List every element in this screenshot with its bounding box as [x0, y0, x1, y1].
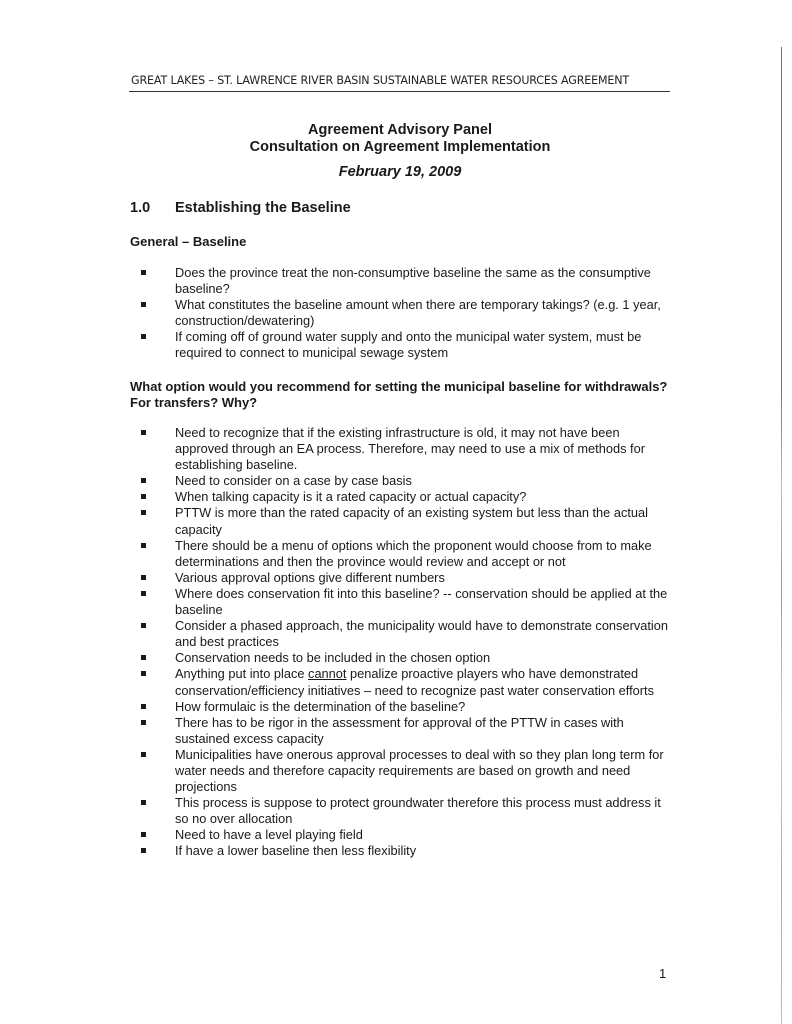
bullet-icon: [141, 334, 146, 339]
bullet-icon: [141, 671, 146, 676]
list-item-text: Conservation needs to be included in the chosen option: [175, 650, 491, 666]
bullet-icon: [141, 543, 146, 548]
general-baseline-heading: General – Baseline: [130, 234, 247, 249]
document-subtitle: Consultation on Agreement Implementation: [249, 139, 551, 155]
bullet-icon: [141, 704, 146, 709]
list-item: [130, 425, 675, 473]
bullet-icon: [141, 270, 146, 275]
list-item-text: Where does conservation fit into this baseline? -- conservation should be applied at the baseline: [175, 585, 668, 618]
bullet-icon: [141, 832, 146, 837]
bullet-icon: [141, 591, 146, 596]
list-item: [130, 843, 675, 859]
list-item-text: Various approval options give different numbers: [175, 569, 445, 585]
section-title: Establishing the Baseline: [175, 200, 351, 216]
running-header: GREAT LAKES – ST. LAWRENCE RIVER BASIN SUSTAINABLE WATER RESOURCES AGREEMENT: [131, 74, 630, 87]
list-item: [130, 489, 675, 505]
list-item: [130, 473, 675, 489]
page-number: 1: [659, 966, 667, 981]
list-item-text: Anything put into place cannot penalize proactive players who have demonstrated conservation/efficiency initiatives – need to recognize past water conservation efforts: [175, 666, 654, 698]
list-item-text: Municipalities have onerous approval processes to deal with so they plan long term for water needs and therefore capacity requirements are based on growth and need projections: [175, 746, 664, 795]
section-number: 1.0: [130, 200, 151, 216]
list-item: [130, 586, 675, 618]
list-item: [130, 297, 675, 329]
list-item-text: What constitutes the baseline amount when there are temporary takings? (e.g. 1 year, construction/dewatering): [175, 297, 661, 329]
bullet-icon: [141, 302, 146, 307]
bullet-icon: [141, 478, 146, 483]
bullet-icon: [141, 752, 146, 757]
bullet-icon: [141, 848, 146, 853]
list-item-text: There has to be rigor in the assessment for approval of the PTTW in cases with sustained excess capacity: [175, 714, 624, 746]
municipal-baseline-question: What option would you recommend for setting the municipal baseline for withdrawals? For transfers? Why?: [130, 379, 668, 410]
bullet-icon: [141, 655, 146, 660]
list-item-text: If have a lower baseline then less flexibility: [175, 843, 417, 859]
list-item-text: How formulaic is the determination of the baseline?: [175, 698, 466, 714]
bullet-icon: [141, 494, 146, 499]
list-item-text: When talking capacity is it a rated capacity or actual capacity?: [175, 489, 527, 505]
header-rule: [129, 91, 670, 92]
document-title: Agreement Advisory Panel: [308, 122, 492, 138]
list-item: [130, 795, 675, 827]
list-item: [130, 505, 675, 537]
list-item: [130, 827, 675, 843]
list-item-text: Does the province treat the non-consumptive baseline the same as the consumptive baseline?: [175, 265, 651, 297]
list-item-text: Need to recognize that if the existing infrastructure is old, it may not have been approved through an EA process. Therefore, may need to use a mix of methods for establishing baseline.: [175, 425, 645, 473]
list-item: [130, 538, 675, 570]
bullet-icon: [141, 800, 146, 805]
scan-edge-line: [781, 47, 782, 1024]
list-item: [130, 265, 675, 297]
list-item-text: Need to consider on a case by case basis: [175, 473, 412, 489]
bullet-icon: [141, 510, 146, 515]
list-item: [130, 329, 675, 361]
list-item-text: This process is suppose to protect groundwater therefore this process must address it so no over allocation: [175, 795, 661, 827]
list-item: [130, 618, 675, 650]
list-item-text: There should be a menu of options which the proponent would choose from to make determinations and then the province would review and accept or not: [175, 537, 652, 569]
list-item: [130, 715, 675, 747]
document-date: February 19, 2009: [338, 164, 462, 180]
list-item: [130, 650, 675, 666]
list-item: [130, 666, 675, 698]
list-item-text: If coming off of ground water supply and onto the municipal water system, must be required to connect to municipal sewage system: [175, 329, 642, 361]
list-item-text: Need to have a level playing field: [175, 827, 363, 843]
list-item-text: Consider a phased approach, the municipality would have to demonstrate conservation and best practices: [175, 618, 668, 650]
list-item: [130, 747, 675, 795]
list-item: [130, 570, 675, 586]
municipal-baseline-list: [130, 425, 675, 860]
bullet-icon: [141, 720, 146, 725]
bullet-icon: [141, 623, 146, 628]
list-item: [130, 699, 675, 715]
list-item-text: PTTW is more than the rated capacity of an existing system but less than the actual capacity: [175, 505, 648, 537]
bullet-icon: [141, 575, 146, 580]
bullet-icon: [141, 430, 146, 435]
general-baseline-list: [130, 265, 675, 362]
emphasis-cannot: cannot: [308, 666, 347, 682]
